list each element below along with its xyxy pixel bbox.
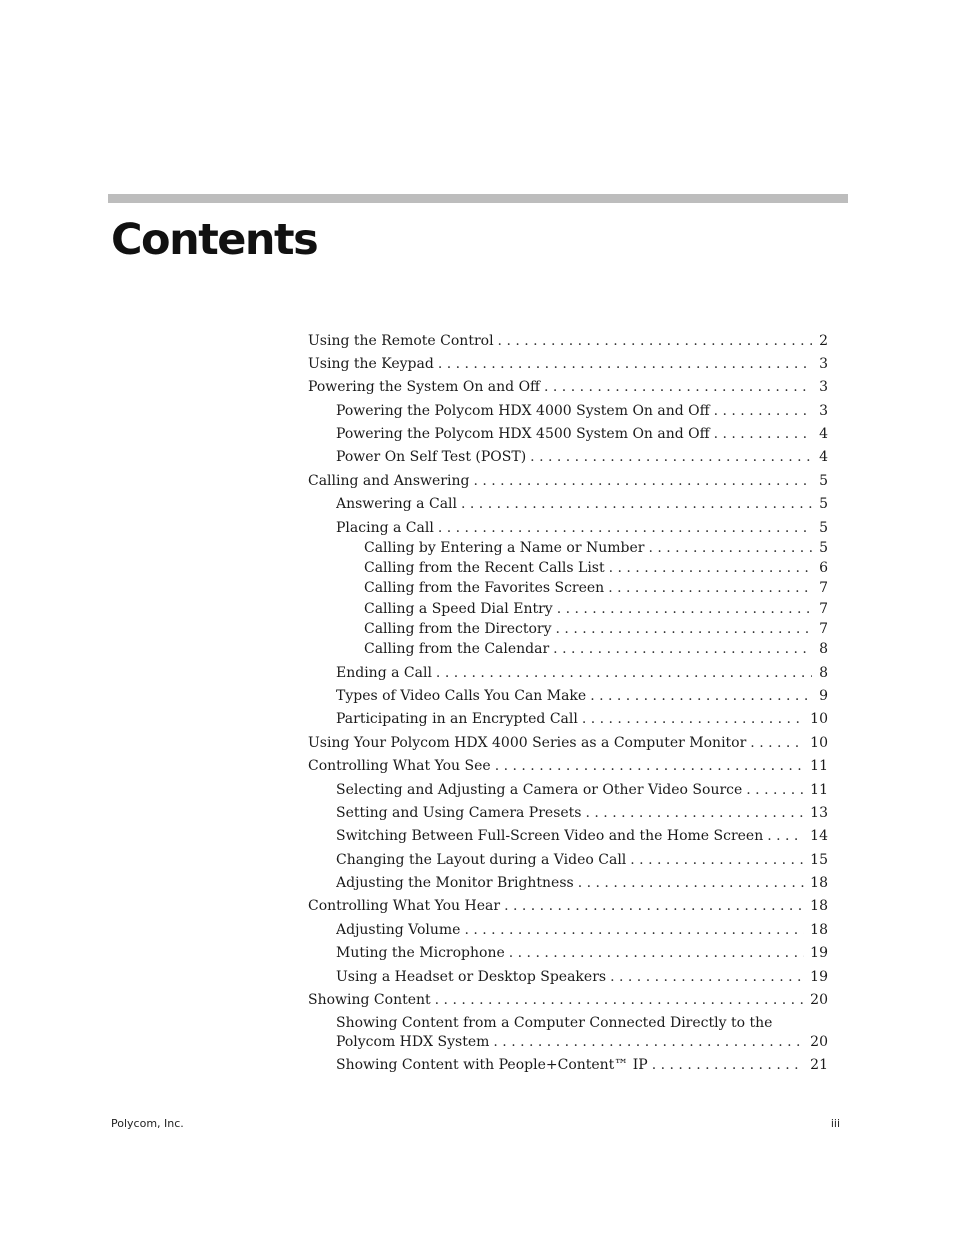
toc-entry[interactable] xyxy=(336,400,828,422)
toc-entry[interactable] xyxy=(336,517,828,539)
toc-leader-dots xyxy=(494,330,812,352)
toc-entry-page: 5 xyxy=(819,520,828,536)
toc-entry-label: Controlling What You Hear xyxy=(308,898,501,914)
toc-leader-dots xyxy=(431,989,805,1011)
toc-entry-label: Setting and Using Camera Presets xyxy=(336,805,582,821)
toc-entry[interactable] xyxy=(308,353,828,375)
toc-leader-dots xyxy=(469,470,812,492)
toc-leader-dots xyxy=(763,825,804,847)
toc-leader-dots xyxy=(582,802,805,824)
toc-entry[interactable] xyxy=(336,1031,828,1053)
toc-entry-page: 10 xyxy=(810,735,828,751)
toc-entry-label: Calling and Answering xyxy=(308,473,470,489)
toc-leader-dots xyxy=(648,1054,804,1076)
toc-entry-label: Calling by Entering a Name or Number xyxy=(364,540,645,556)
toc-entry-label: Calling from the Favorites Screen xyxy=(364,580,605,596)
toc-leader-dots xyxy=(574,872,804,894)
toc-leader-dots xyxy=(500,895,804,917)
toc-entry[interactable] xyxy=(336,446,828,468)
toc-entry[interactable] xyxy=(336,1054,828,1076)
toc-entry-label: Using Your Polycom HDX 4000 Series as a Computer Monitor xyxy=(308,735,747,751)
toc-entry-label: Calling from the Calendar xyxy=(364,641,550,657)
toc-entry-label: Powering the Polycom HDX 4000 System On and Off xyxy=(336,403,710,419)
toc-entry[interactable] xyxy=(308,755,828,777)
toc-leader-dots xyxy=(605,557,812,579)
toc-leader-dots xyxy=(742,779,804,801)
toc-leader-dots xyxy=(710,423,812,445)
page-title: Contents xyxy=(111,215,318,265)
toc-leader-dots xyxy=(434,517,812,539)
toc-entry-label: Powering the System On and Off xyxy=(308,379,540,395)
toc-entry-label: Placing a Call xyxy=(336,520,434,536)
footer-company: Polycom, Inc. xyxy=(111,1117,184,1130)
toc-entry[interactable] xyxy=(336,849,828,871)
toc-entry-page: 18 xyxy=(810,875,828,891)
toc-entry[interactable] xyxy=(336,779,828,801)
toc-entry[interactable] xyxy=(336,942,828,964)
toc-entry-label-line1[interactable]: Showing Content from a Computer Connected Directly to the xyxy=(336,1015,773,1031)
toc-entry[interactable] xyxy=(336,919,828,941)
footer-page-number: iii xyxy=(830,1117,840,1130)
toc-entry[interactable] xyxy=(308,895,828,917)
toc-entry-label: Using a Headset or Desktop Speakers xyxy=(336,969,607,985)
toc-entry-page: 3 xyxy=(819,356,828,372)
toc-entry[interactable] xyxy=(336,802,828,824)
toc-entry-page: 21 xyxy=(810,1057,828,1073)
toc-entry-label: Participating in an Encrypted Call xyxy=(336,711,578,727)
toc-entry-page: 7 xyxy=(819,621,828,637)
toc-entry[interactable] xyxy=(336,423,828,445)
toc-leader-dots xyxy=(552,618,812,640)
toc-entry-page: 5 xyxy=(819,540,828,556)
toc-entry-label: Calling a Speed Dial Entry xyxy=(364,601,553,617)
toc-entry[interactable] xyxy=(336,493,828,515)
toc-leader-dots xyxy=(553,598,812,620)
toc-entry-page: 5 xyxy=(819,473,828,489)
toc-entry-label: Power On Self Test (POST) xyxy=(336,449,527,465)
toc-entry-page: 6 xyxy=(819,560,828,576)
toc-entry-page: 4 xyxy=(819,449,828,465)
toc-entry[interactable] xyxy=(364,618,828,640)
toc-entry[interactable] xyxy=(364,577,828,599)
toc-leader-dots xyxy=(549,638,812,660)
toc-entry-page: 7 xyxy=(819,580,828,596)
toc-entry-page: 4 xyxy=(819,426,828,442)
toc-leader-dots xyxy=(586,685,812,707)
toc-entry[interactable] xyxy=(364,537,828,559)
toc-entry[interactable] xyxy=(308,470,828,492)
toc-leader-dots xyxy=(526,446,812,468)
toc-entry-label: Answering a Call xyxy=(336,496,457,512)
toc-leader-dots xyxy=(604,577,812,599)
toc-entry[interactable] xyxy=(308,989,828,1011)
toc-entry-label: Changing the Layout during a Video Call xyxy=(336,852,627,868)
toc-entry[interactable] xyxy=(336,825,828,847)
toc-entry-page: 19 xyxy=(810,969,828,985)
toc-entry[interactable] xyxy=(364,598,828,620)
toc-entry-label: Muting the Microphone xyxy=(336,945,505,961)
toc-leader-dots xyxy=(540,376,812,398)
toc-entry[interactable] xyxy=(336,662,828,684)
toc-entry-label: Adjusting the Monitor Brightness xyxy=(336,875,574,891)
toc-leader-dots xyxy=(606,966,804,988)
toc-leader-dots xyxy=(457,493,812,515)
toc-entry-page: 15 xyxy=(810,852,828,868)
toc-leader-dots xyxy=(644,537,812,559)
toc-entry[interactable] xyxy=(336,708,828,730)
toc-entry[interactable] xyxy=(336,872,828,894)
toc-entry[interactable] xyxy=(364,638,828,660)
toc-leader-dots xyxy=(626,849,804,871)
toc-leader-dots xyxy=(460,919,804,941)
toc-entry-page: 3 xyxy=(819,379,828,395)
toc-leader-dots xyxy=(710,400,812,422)
toc-entry-page: 8 xyxy=(819,665,828,681)
toc-entry-page: 18 xyxy=(810,898,828,914)
toc-entry-label: Powering the Polycom HDX 4500 System On and Off xyxy=(336,426,710,442)
toc-entry-label: Showing Content xyxy=(308,992,431,1008)
toc-entry-label: Using the Keypad xyxy=(308,356,434,372)
toc-entry-label: Polycom HDX System xyxy=(336,1034,490,1050)
toc-entry-page: 5 xyxy=(819,496,828,512)
toc-entry-page: 11 xyxy=(810,782,828,798)
toc-entry-page: 13 xyxy=(810,805,828,821)
toc-entry-page: 2 xyxy=(819,333,828,349)
toc-entry-page: 19 xyxy=(810,945,828,961)
toc-entry-label: Ending a Call xyxy=(336,665,432,681)
toc-entry-label: Calling from the Directory xyxy=(364,621,552,637)
toc-entry-label: Types of Video Calls You Can Make xyxy=(336,688,587,704)
header-rule xyxy=(108,194,848,203)
toc-entry[interactable] xyxy=(336,966,828,988)
toc-leader-dots xyxy=(432,662,812,684)
toc-entry[interactable] xyxy=(308,330,828,352)
toc-entry[interactable] xyxy=(364,557,828,579)
toc-entry-page: 9 xyxy=(819,688,828,704)
toc-leader-dots xyxy=(505,942,804,964)
toc-entry-label: Controlling What You See xyxy=(308,758,491,774)
toc-entry-label: Showing Content with People+Content™ IP xyxy=(336,1057,648,1073)
toc-leader-dots xyxy=(491,755,804,777)
toc-entry[interactable] xyxy=(336,685,828,707)
toc-entry-label: Calling from the Recent Calls List xyxy=(364,560,605,576)
toc-leader-dots xyxy=(489,1031,804,1053)
toc-entry-page: 18 xyxy=(810,922,828,938)
toc-entry-page: 20 xyxy=(810,992,828,1008)
toc-leader-dots xyxy=(578,708,804,730)
toc-entry-page: 3 xyxy=(819,403,828,419)
toc-entry[interactable] xyxy=(308,376,828,398)
toc-leader-dots xyxy=(434,353,812,375)
toc-entry-label: Selecting and Adjusting a Camera or Other Video Source xyxy=(336,782,743,798)
toc-entry-page: 7 xyxy=(819,601,828,617)
toc-entry-page: 20 xyxy=(810,1034,828,1050)
toc-entry-page: 8 xyxy=(819,641,828,657)
toc-entry-page: 10 xyxy=(810,711,828,727)
toc-entry-label: Using the Remote Control xyxy=(308,333,494,349)
toc-entry-label: Switching Between Full-Screen Video and the Home Screen xyxy=(336,828,764,844)
toc-entry-page: 11 xyxy=(810,758,828,774)
toc-entry-page: 14 xyxy=(810,828,828,844)
toc-leader-dots xyxy=(746,732,804,754)
toc-entry-label: Adjusting Volume xyxy=(336,922,461,938)
toc-entry[interactable] xyxy=(308,732,828,754)
